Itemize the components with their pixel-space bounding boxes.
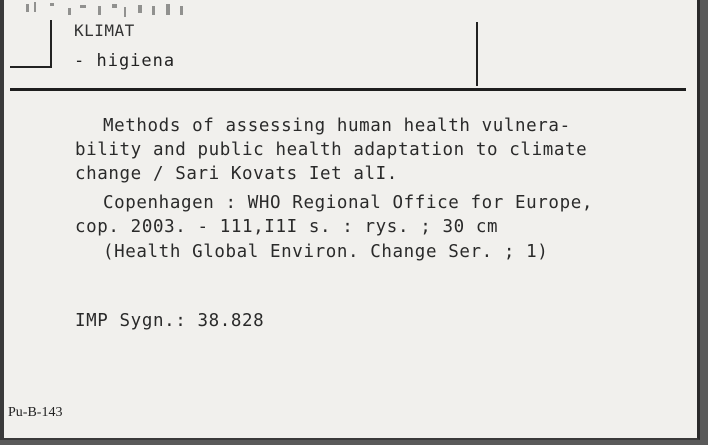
call-number: IMP Sygn.: 38.828 [75,311,265,331]
subject-heading: KLIMAT [74,21,135,40]
card-code: Pu-B-143 [8,405,63,420]
header-corner-bracket [10,20,52,68]
description-line-2: bility and public health adaptation to climate [75,140,588,160]
header-divider [476,22,478,86]
stamp-smudge [20,0,200,22]
header-rule [10,88,686,91]
description-line-3: change / Sari Kovats Iet alI. [75,164,398,184]
description-line-4: Copenhagen : WHO Regional Office for Europe, [103,193,593,213]
description-line-1: Methods of assessing human health vulnera- [103,116,571,136]
series-statement: (Health Global Environ. Change Ser. ; 1) [103,242,549,262]
description-line-5: cop. 2003. - 111,I1I s. : rys. ; 30 cm [75,217,499,237]
card-edge-shadow [0,0,4,438]
subject-subdivision: - higiena [74,51,176,71]
